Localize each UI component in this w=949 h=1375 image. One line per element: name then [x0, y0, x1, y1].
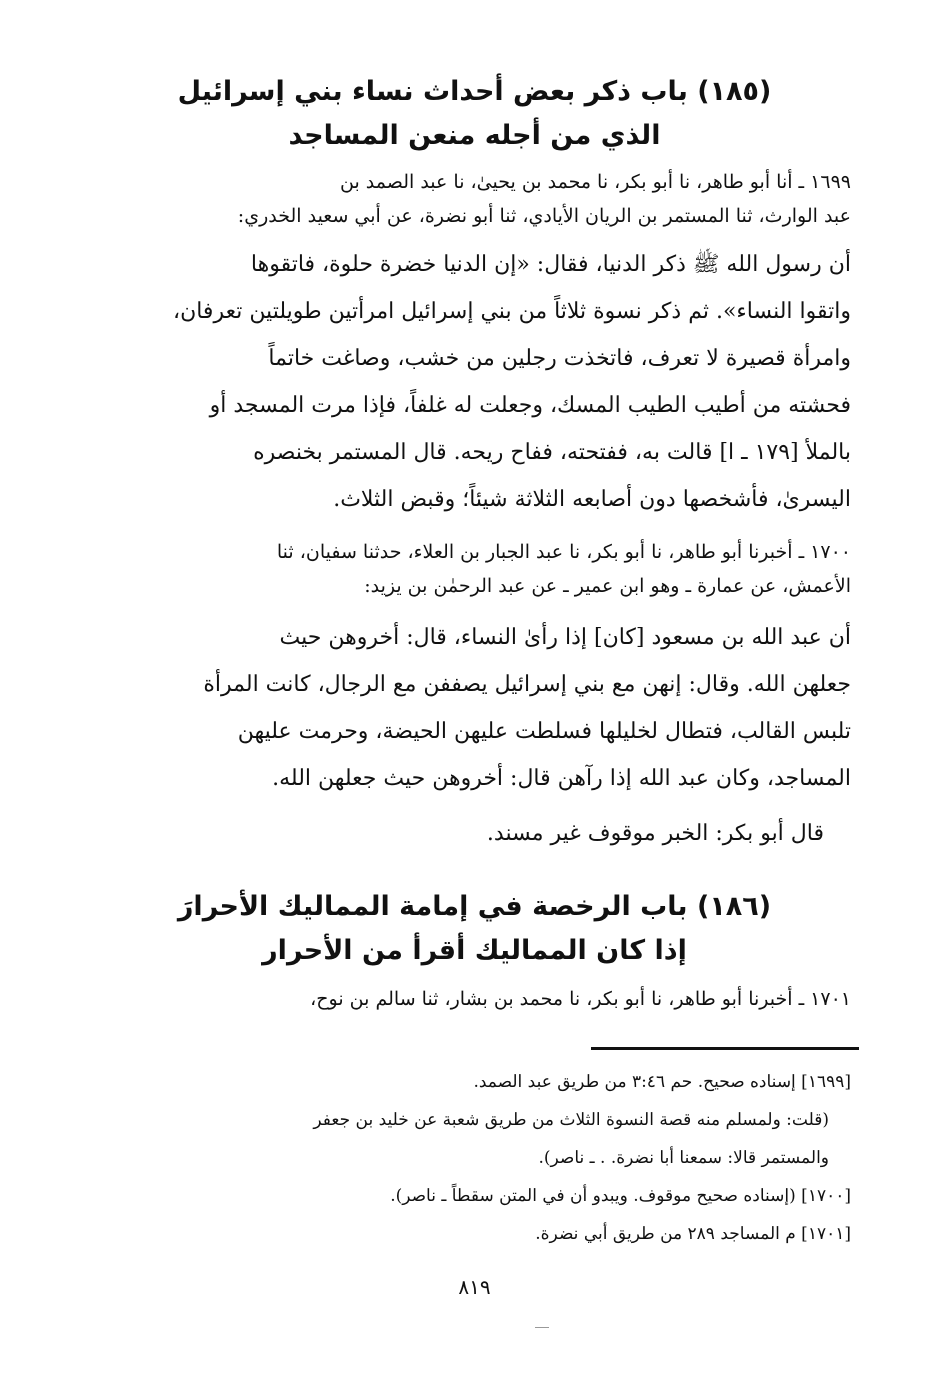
footnote-separator	[591, 1047, 859, 1050]
chapter-186-title-line2: إذا كان المماليك أقرأ من الأحرار	[262, 935, 687, 966]
text-line: جعلهن الله. وقال: إنهن مع بني إسرائيل يصففن مع الرجال، كانت المرأة	[203, 672, 851, 697]
hadith-1700-text	[118, 614, 851, 802]
footnote-1700: [١٧٠٠] (إسناده صحيح موقوف. ويبدو أن في المتن سقطاً ـ ناصر).	[390, 1186, 851, 1206]
chapter-186-title-line1: (١٨٦) باب الرخصة في إمامة المماليك الأحرارَ	[177, 891, 772, 922]
isnad-line: ١٧٠٠ ـ أخبرنا أبو طاهر، نا أبو بكر، نا عبد الجبار بن العلاء، حدثنا سفيان، ثنا	[276, 541, 851, 563]
text-line: أن رسول الله ﷺ ذكر الدنيا، فقال: «إن الدنيا خضرة حلوة، فاتقوها	[250, 252, 851, 277]
hadith-1699-isnad	[118, 165, 851, 233]
scan-mark	[535, 1327, 549, 1328]
text-line: أن عبد الله بن مسعود [كان] إذا رأىٰ النساء، قال: أخروهن حيث	[279, 625, 851, 650]
isnad-line: ١٧٠١ ـ أخبرنا أبو طاهر، نا أبو بكر، نا محمد بن بشار، ثنا سالم بن نوح،	[310, 988, 851, 1010]
text-line: اليسرىٰ، فأشخصها دون أصابعه الثلاثة شيئاً؛ وقبض الثلاث.	[333, 487, 851, 512]
footnotes	[118, 1063, 851, 1253]
footnote-1699-note: والمستمر قالا: سمعنا أبا نضرة. . ـ ناصر).	[538, 1148, 829, 1168]
isnad-line: عبد الوارث، ثنا المستمر بن الريان الأيادي، ثنا أبو نضرة، عن أبي سعيد الخدري:	[237, 205, 851, 227]
footnote-1701: [١٧٠١] م المساجد ٢٨٩ من طريق أبي نضرة.	[535, 1224, 851, 1244]
text-line: وامرأة قصيرة لا تعرف، فاتخذت رجلين من خشب، وصاغت خاتماً	[268, 346, 851, 371]
isnad-line: الأعمش، عن عمارة ـ وهو ابن عمير ـ عن عبد الرحمٰن بن يزيد:	[364, 575, 851, 597]
text-line: المساجد، وكان عبد الله إذا رآهن قال: أخروهن حيث جعلهن الله.	[272, 766, 851, 791]
footnote-1699: [١٦٩٩] إسناده صحيح. حم ٣:٤٦ من طريق عبد الصمد.	[473, 1072, 851, 1092]
chapter-185-heading	[120, 70, 829, 158]
hadith-1699-text	[118, 241, 851, 523]
hadith-1700-isnad	[118, 535, 851, 603]
chapter-186-heading	[120, 885, 829, 973]
isnad-line: ١٦٩٩ ـ أنا أبو طاهر، نا أبو بكر، نا محمد بن يحيىٰ، نا عبد الصمد بن	[340, 171, 851, 193]
text-line: بالملأ [١٧٩ ـ ا] قالت به، ففتحته، ففاح ريحه. قال المستمر بخنصره	[253, 440, 851, 465]
chapter-185-title-line2: الذي من أجله منعن المساجد	[288, 120, 661, 151]
text-line: فحشته من أطيب الطيب المسك، وجعلت له غلفاً، فإذا مرت المسجد أو	[209, 393, 851, 418]
footnote-1699-note: (قلت: ولمسلم منه قصة النسوة الثلاث من طريق شعبة عن خليد بن جعفر	[313, 1110, 829, 1130]
hadith-1701-isnad	[118, 982, 851, 1016]
text-line: تلبس القالب، فتطال لخليلها فسلطت عليهن الحيضة، وحرمت عليهن	[237, 719, 851, 744]
page-number: ٨١٩	[458, 1275, 491, 1299]
chapter-185-title-line1: (١٨٥) باب ذكر بعض أحداث نساء بني إسرائيل	[177, 76, 772, 107]
text-line: واتقوا النساء». ثم ذكر نسوة ثلاثاً من بني إسرائيل امرأتين طويلتين تعرفان،	[172, 299, 851, 324]
hadith-1700-comment	[118, 810, 824, 857]
comment-line: قال أبو بكر: الخبر موقوف غير مسند.	[486, 821, 824, 846]
